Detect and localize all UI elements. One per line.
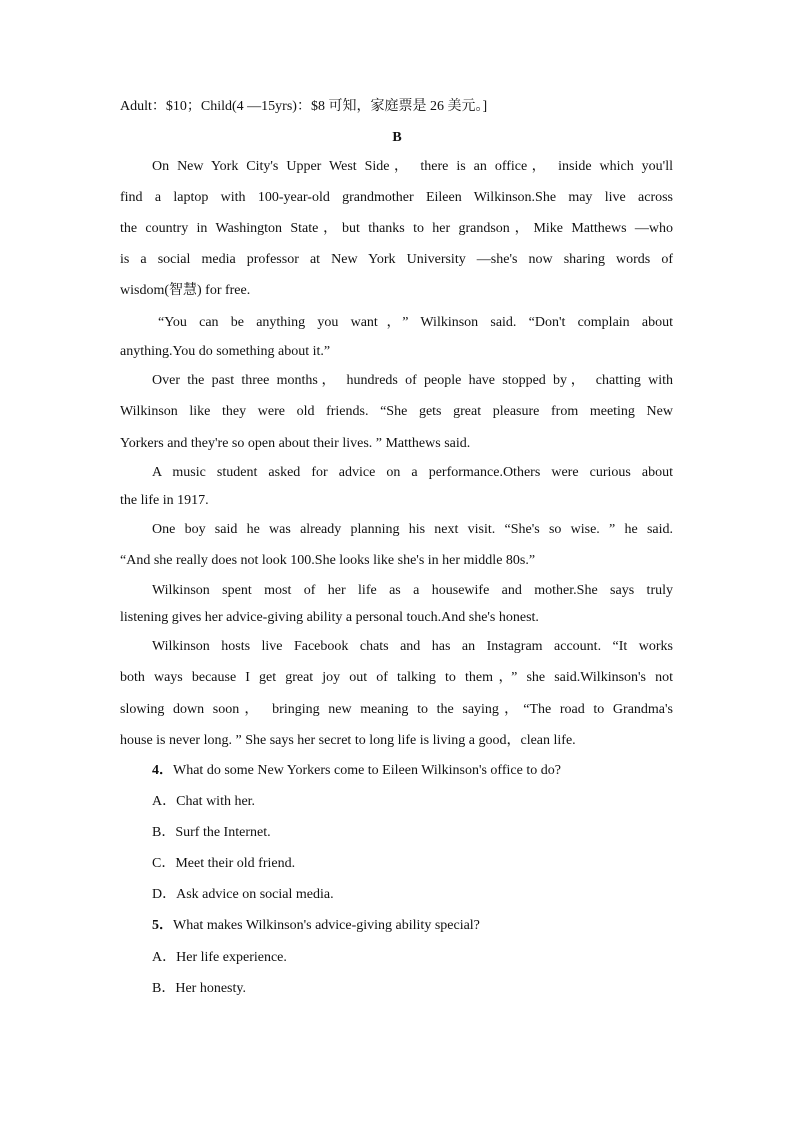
option-letter: D． [152,887,177,902]
passage-line: is a social media professor at New York University —she's now sharing words of [120,252,673,267]
option-b[interactable] [152,824,271,842]
option-text: Her life experience. [176,950,287,965]
passage-line: listening gives her advice-giving ability a personal touch.And she's honest. [120,610,539,625]
passage-line: the country in Washington State，but thanks to her grandson，Mike Matthews —who [120,221,673,236]
option-letter: A． [152,794,177,809]
passage-line: wisdom(智慧) for free. [120,283,251,298]
option-a[interactable] [152,793,255,811]
passage-line: A music student asked for advice on a performance.Others were curious about [152,465,673,480]
option-d[interactable] [152,886,334,904]
passage-line: both ways because I get great joy out of talking to them，” she said.Wilkinson's not [120,670,673,685]
option-letter: B． [152,981,176,996]
option-a[interactable] [152,949,287,967]
option-letter: B． [152,825,176,840]
option-text: Chat with her. [176,794,256,809]
passage-line: house is never long. ” She says her secret to long life is living a good，clean life. [120,733,576,748]
option-text: Ask advice on social media. [176,887,334,902]
question-text: What makes Wilkinson's advice-giving ability special? [173,918,480,933]
option-letter: C． [152,856,176,871]
passage-line: the life in 1917. [120,493,209,508]
passage-line: find a laptop with 100-year-old grandmother Eileen Wilkinson.She may live across [120,190,673,205]
option-text: Her honesty. [175,981,246,996]
question-4-stem [152,762,561,780]
passage-line: anything.You do something about it.” [120,344,331,359]
passage-line: Wilkinson spent most of her life as a housewife and mother.She says truly [152,583,673,598]
option-text: Surf the Internet. [175,825,271,840]
question-5-stem [152,917,480,935]
passage-line: Wilkinson like they were old friends. “She gets great pleasure from meeting New [120,404,673,419]
option-text: Meet their old friend. [175,856,296,871]
answer-note: Adult：$10；Child(4 —15yrs)：$8 可知，家庭票是 26 美元。] [120,99,488,114]
option-b[interactable] [152,980,246,998]
passage-line: Yorkers and they're so open about their lives. ” Matthews said. [120,436,471,451]
passage-line: Over the past three months， hundreds of people have stopped by， chatting with [152,373,673,388]
question-text: What do some New Yorkers come to Eileen Wilkinson's office to do? [173,763,561,778]
option-letter: A． [152,950,177,965]
section-heading: B [392,130,402,145]
question-number: 4． [152,763,173,778]
option-c[interactable] [152,855,295,873]
passage-line: slowing down soon， bringing new meaning to the saying，“The road to Grandma's [120,702,673,717]
passage-line: Wilkinson hosts live Facebook chats and has an Instagram account. “It works [152,639,673,654]
passage-line: One boy said he was already planning his next visit. “She's so wise. ” he said. [152,522,673,537]
passage-line: On New York City's Upper West Side， there is an office， inside which you'll [152,159,673,174]
passage-line: “And she really does not look 100.She looks like she's in her middle 80s.” [120,553,536,568]
question-number: 5． [152,918,173,933]
passage-line: “You can be anything you want，” Wilkinson said. “Don't complain about [158,315,673,330]
